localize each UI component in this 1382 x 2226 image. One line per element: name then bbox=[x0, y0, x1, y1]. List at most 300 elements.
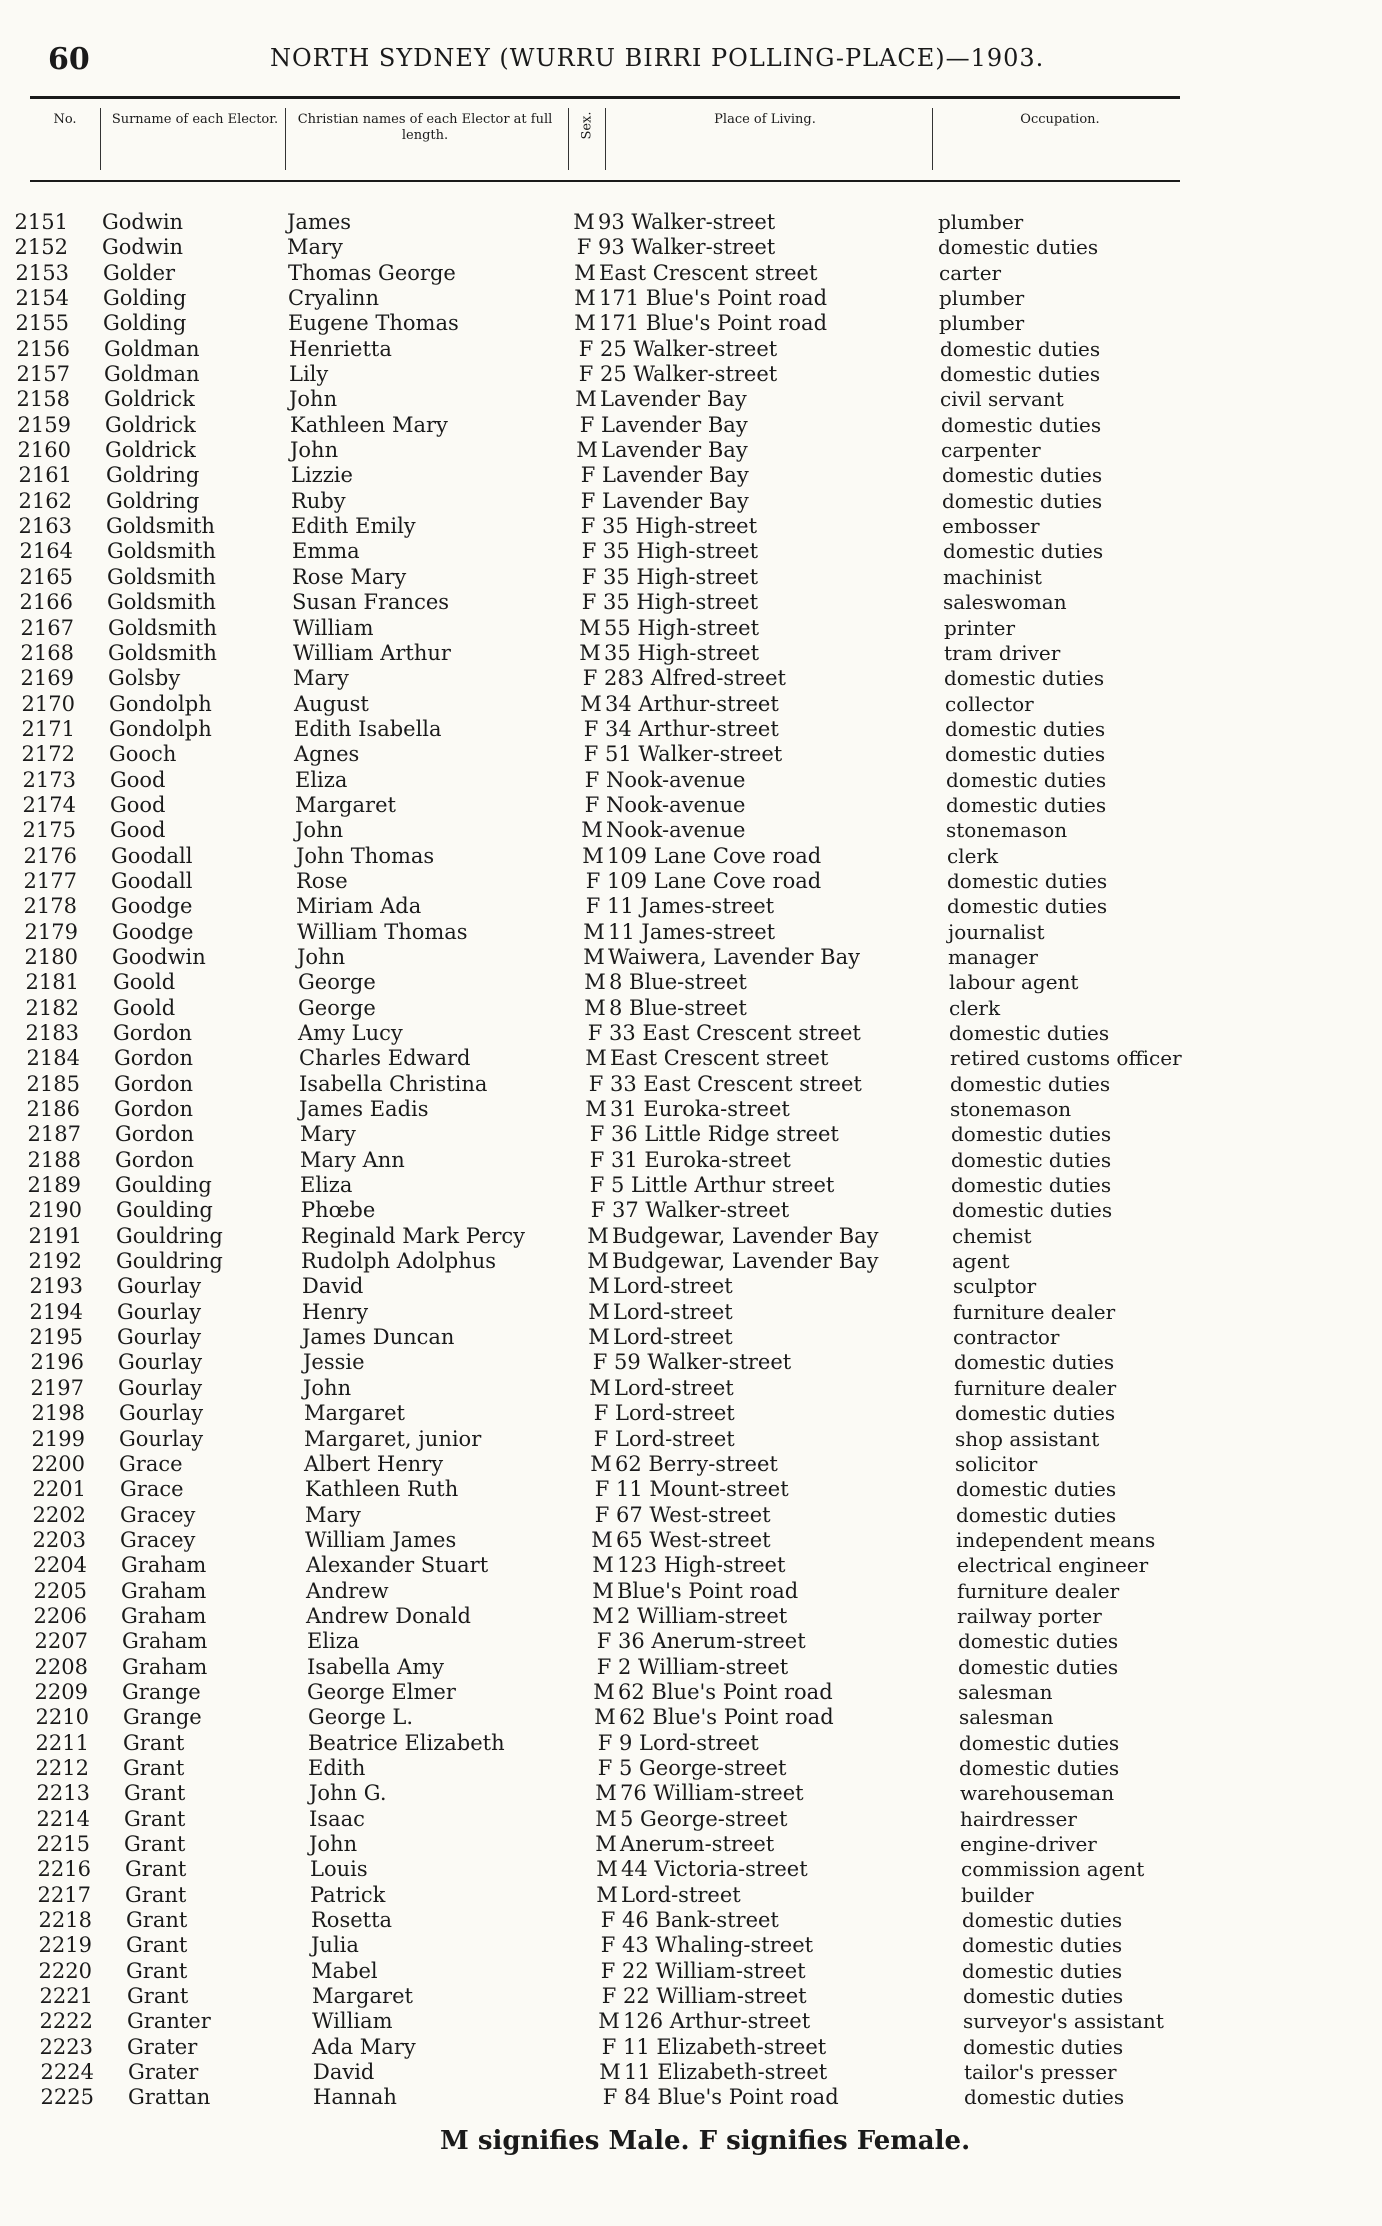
elector-occupation: furniture dealer bbox=[957, 1578, 1120, 1603]
elector-christian-names: Rose bbox=[296, 868, 348, 893]
elector-row bbox=[0, 1731, 1382, 1756]
elector-sex: F bbox=[589, 1173, 605, 1198]
elector-number: 2216 bbox=[37, 1857, 91, 1882]
elector-row bbox=[0, 565, 1382, 590]
elector-surname: Gourlay bbox=[117, 1274, 202, 1299]
elector-occupation: domestic duties bbox=[946, 792, 1107, 817]
elector-christian-names: August bbox=[294, 691, 369, 716]
elector-christian-names: Mary bbox=[300, 1122, 356, 1147]
elector-surname: Goold bbox=[113, 995, 176, 1020]
elector-sex: F bbox=[578, 362, 594, 387]
elector-place-of-living: 11 Elizabeth-street bbox=[624, 2060, 828, 2085]
elector-christian-names: Mabel bbox=[311, 1958, 378, 1983]
elector-place-of-living: 93 Walker-street bbox=[598, 235, 776, 260]
elector-number: 2161 bbox=[18, 463, 72, 488]
elector-christian-names: Margaret, junior bbox=[304, 1426, 482, 1451]
elector-surname: Golding bbox=[103, 286, 187, 311]
elector-christian-names: Thomas George bbox=[288, 260, 456, 285]
elector-occupation: stonemason bbox=[950, 1097, 1072, 1122]
elector-occupation: domestic duties bbox=[958, 1654, 1119, 1679]
elector-occupation: clerk bbox=[949, 995, 1001, 1020]
elector-row bbox=[0, 1046, 1382, 1071]
elector-row bbox=[0, 210, 1382, 235]
elector-occupation: hairdresser bbox=[960, 1806, 1077, 1831]
elector-number: 2186 bbox=[26, 1097, 80, 1122]
elector-occupation: carpenter bbox=[941, 438, 1041, 463]
elector-number: 2160 bbox=[17, 438, 71, 463]
elector-occupation: engine-driver bbox=[960, 1832, 1097, 1856]
elector-christian-names: James bbox=[287, 210, 352, 234]
elector-place-of-living: Lavender Bay bbox=[602, 488, 749, 513]
elector-place-of-living: Nook-avenue bbox=[606, 767, 746, 792]
elector-place-of-living: 109 Lane Cove road bbox=[607, 868, 822, 893]
elector-number: 2176 bbox=[23, 843, 77, 868]
elector-sex: M bbox=[595, 1781, 617, 1806]
elector-place-of-living: Lavender Bay bbox=[601, 438, 748, 463]
elector-number: 2196 bbox=[30, 1350, 84, 1375]
elector-christian-names: Mary Ann bbox=[300, 1147, 405, 1172]
elector-number: 2178 bbox=[23, 894, 77, 919]
elector-occupation: contractor bbox=[953, 1325, 1060, 1350]
elector-christian-names: Eliza bbox=[307, 1629, 360, 1654]
elector-row bbox=[0, 387, 1382, 412]
elector-occupation: domestic duties bbox=[963, 1984, 1124, 2009]
elector-surname: Grant bbox=[126, 1958, 188, 1983]
elector-sex: M bbox=[596, 1882, 618, 1907]
elector-occupation: independent means bbox=[956, 1527, 1156, 1552]
elector-sex: M bbox=[584, 995, 606, 1020]
elector-surname: Gordon bbox=[114, 1071, 194, 1096]
elector-occupation: domestic duties bbox=[949, 1021, 1110, 1045]
elector-surname: Gracey bbox=[120, 1527, 196, 1552]
elector-christian-names: John Thomas bbox=[296, 843, 435, 868]
elector-surname: Gourlay bbox=[118, 1375, 203, 1400]
elector-surname: Gourlay bbox=[118, 1350, 203, 1375]
elector-christian-names: Edith Emily bbox=[291, 514, 416, 539]
elector-christian-names: Amy Lucy bbox=[298, 1021, 403, 1045]
elector-occupation: printer bbox=[944, 615, 1016, 640]
elector-sex: M bbox=[584, 970, 606, 995]
elector-place-of-living: Lord-street bbox=[614, 1375, 734, 1400]
elector-surname: Gordon bbox=[115, 1147, 195, 1172]
elector-row bbox=[0, 1655, 1382, 1680]
elector-place-of-living: 283 Alfred-street bbox=[604, 666, 786, 691]
elector-number: 2179 bbox=[24, 919, 78, 944]
elector-occupation: civil servant bbox=[940, 387, 1064, 412]
elector-row bbox=[0, 1173, 1382, 1198]
elector-place-of-living: Budgewar, Lavender Bay bbox=[612, 1223, 879, 1248]
elector-sex: F bbox=[589, 1122, 605, 1147]
elector-sex: F bbox=[593, 1426, 609, 1451]
elector-sex: F bbox=[592, 1350, 608, 1375]
elector-sex: M bbox=[585, 1046, 607, 1071]
elector-place-of-living: 84 Blue's Point road bbox=[624, 2085, 839, 2110]
elector-number: 2198 bbox=[31, 1401, 85, 1426]
elector-row bbox=[0, 1350, 1382, 1375]
elector-place-of-living: 93 Walker-street bbox=[598, 210, 776, 234]
elector-sex: F bbox=[583, 716, 599, 741]
elector-christian-names: John bbox=[303, 1375, 352, 1400]
elector-sex: M bbox=[588, 1274, 610, 1299]
elector-number: 2151 bbox=[14, 210, 68, 234]
elector-number: 2153 bbox=[15, 260, 69, 285]
elector-number: 2157 bbox=[16, 362, 70, 387]
elector-christian-names: Andrew bbox=[306, 1578, 389, 1603]
elector-row bbox=[0, 1781, 1382, 1806]
elector-christian-names: Beatrice Elizabeth bbox=[308, 1730, 505, 1755]
elector-christian-names: Eliza bbox=[300, 1173, 353, 1198]
elector-place-of-living: 33 East Crescent street bbox=[609, 1021, 861, 1045]
elector-number: 2195 bbox=[29, 1325, 83, 1350]
elector-number: 2222 bbox=[39, 2009, 93, 2034]
elector-row bbox=[0, 869, 1382, 894]
elector-number: 2223 bbox=[39, 2034, 93, 2059]
elector-place-of-living: 59 Walker-street bbox=[614, 1350, 792, 1375]
elector-sex: F bbox=[593, 1401, 609, 1426]
elector-place-of-living: Budgewar, Lavender Bay bbox=[612, 1249, 879, 1274]
elector-christian-names: Isabella Amy bbox=[307, 1654, 445, 1679]
elector-surname: Gordon bbox=[113, 1021, 193, 1045]
elector-row bbox=[0, 768, 1382, 793]
elector-place-of-living: Lord-street bbox=[613, 1325, 733, 1350]
elector-surname: Goold bbox=[113, 970, 176, 995]
elector-row bbox=[0, 1198, 1382, 1223]
elector-place-of-living: 34 Arthur-street bbox=[605, 691, 779, 716]
elector-christian-names: Ruby bbox=[291, 488, 346, 513]
elector-sex: F bbox=[601, 2034, 617, 2059]
elector-occupation: domestic duties bbox=[943, 539, 1104, 564]
elector-surname: Gourlay bbox=[117, 1325, 202, 1350]
elector-place-of-living: 62 Blue's Point road bbox=[619, 1705, 834, 1730]
elector-place-of-living: 34 Arthur-street bbox=[605, 716, 779, 741]
elector-occupation: carter bbox=[939, 260, 1002, 285]
elector-surname: Granter bbox=[127, 2009, 211, 2034]
elector-surname: Goodge bbox=[111, 894, 193, 919]
elector-sex: F bbox=[594, 1502, 610, 1527]
elector-sex: M bbox=[580, 691, 602, 716]
elector-christian-names: George bbox=[298, 970, 376, 995]
elector-sex: F bbox=[587, 1021, 603, 1045]
elector-sex: F bbox=[580, 488, 596, 513]
elector-number: 2220 bbox=[38, 1958, 92, 1983]
elector-occupation: saleswoman bbox=[943, 590, 1067, 615]
elector-place-of-living: 109 Lane Cove road bbox=[607, 843, 822, 868]
elector-christian-names: John G. bbox=[309, 1781, 387, 1806]
elector-surname: Goldring bbox=[106, 488, 200, 513]
elector-row bbox=[0, 2035, 1382, 2060]
elector-sex: F bbox=[581, 590, 597, 615]
elector-number: 2197 bbox=[30, 1375, 84, 1400]
elector-surname: Grange bbox=[123, 1705, 202, 1730]
elector-place-of-living: 5 George-street bbox=[619, 1755, 787, 1780]
elector-surname: Grant bbox=[123, 1755, 185, 1780]
elector-row bbox=[0, 1984, 1382, 2009]
elector-sex: M bbox=[574, 311, 596, 336]
elector-sex: M bbox=[583, 919, 605, 944]
column-divider bbox=[605, 108, 606, 170]
elector-row bbox=[0, 1224, 1382, 1249]
elector-occupation: machinist bbox=[943, 564, 1042, 589]
elector-number: 2154 bbox=[15, 286, 69, 311]
elector-sex: M bbox=[576, 438, 598, 463]
elector-sex: M bbox=[591, 1527, 613, 1552]
elector-occupation: domestic duties bbox=[942, 463, 1103, 488]
elector-sex: M bbox=[587, 1249, 609, 1274]
column-divider bbox=[932, 108, 933, 170]
elector-occupation: sculptor bbox=[953, 1274, 1037, 1299]
elector-number: 2187 bbox=[27, 1122, 81, 1147]
elector-christian-names: George bbox=[298, 995, 376, 1020]
elector-sex: F bbox=[585, 868, 601, 893]
elector-number: 2192 bbox=[28, 1249, 82, 1274]
elector-number: 2158 bbox=[16, 387, 70, 412]
elector-number: 2221 bbox=[39, 1984, 93, 2009]
elector-place-of-living: East Crescent street bbox=[610, 1046, 829, 1071]
elector-occupation: domestic duties bbox=[964, 2085, 1125, 2110]
elector-sex: F bbox=[580, 463, 596, 488]
elector-number: 2194 bbox=[29, 1299, 83, 1324]
elector-surname: Goldrick bbox=[105, 412, 196, 437]
elector-row bbox=[0, 1401, 1382, 1426]
elector-row bbox=[0, 2060, 1382, 2085]
elector-christian-names: Jessie bbox=[303, 1350, 365, 1375]
elector-number: 2182 bbox=[25, 995, 79, 1020]
elector-surname: Gracey bbox=[120, 1502, 196, 1527]
elector-christian-names: John bbox=[309, 1832, 358, 1856]
elector-place-of-living: Lavender Bay bbox=[601, 412, 748, 437]
elector-christian-names: Edith Isabella bbox=[294, 716, 442, 741]
elector-surname: Grattan bbox=[128, 2085, 211, 2110]
elector-place-of-living: 171 Blue's Point road bbox=[599, 286, 828, 311]
elector-christian-names: Reginald Mark Percy bbox=[301, 1223, 526, 1248]
elector-row bbox=[0, 311, 1382, 336]
elector-christian-names: Margaret bbox=[295, 792, 396, 817]
elector-row bbox=[0, 1604, 1382, 1629]
elector-occupation: solicitor bbox=[955, 1451, 1038, 1476]
elector-occupation: shop assistant bbox=[955, 1426, 1100, 1451]
elector-sex: M bbox=[579, 615, 601, 640]
elector-number: 2188 bbox=[27, 1147, 81, 1172]
elector-place-of-living: 22 William-street bbox=[622, 1958, 806, 1983]
elector-occupation: domestic duties bbox=[946, 767, 1107, 792]
elector-place-of-living: 22 William-street bbox=[623, 1984, 807, 2009]
elector-occupation: furniture dealer bbox=[953, 1299, 1116, 1324]
elector-occupation: embosser bbox=[942, 514, 1040, 539]
elector-row bbox=[0, 616, 1382, 641]
elector-christian-names: Susan Frances bbox=[292, 590, 450, 615]
elector-number: 2203 bbox=[32, 1527, 86, 1552]
elector-christian-names: William bbox=[312, 2009, 393, 2034]
elector-surname: Goodall bbox=[111, 868, 193, 893]
elector-christian-names: Charles Edward bbox=[299, 1046, 471, 1071]
elector-place-of-living: Nook-avenue bbox=[606, 818, 746, 843]
elector-number: 2156 bbox=[16, 336, 70, 361]
elector-place-of-living: 25 Walker-street bbox=[600, 362, 778, 387]
elector-sex: F bbox=[594, 1477, 610, 1502]
elector-surname: Gordon bbox=[114, 1046, 194, 1071]
elector-christian-names: Emma bbox=[292, 539, 360, 564]
elector-place-of-living: 11 Elizabeth-street bbox=[623, 2034, 827, 2059]
elector-sex: F bbox=[597, 1755, 613, 1780]
elector-row bbox=[0, 1072, 1382, 1097]
elector-surname: Grater bbox=[128, 2060, 199, 2085]
elector-place-of-living: Lord-street bbox=[613, 1299, 733, 1324]
elector-sex: F bbox=[600, 1908, 616, 1933]
elector-number: 2165 bbox=[19, 564, 73, 589]
elector-sex: M bbox=[593, 1679, 615, 1704]
elector-row bbox=[0, 1249, 1382, 1274]
elector-sex: M bbox=[595, 1832, 617, 1856]
elector-surname: Gondolph bbox=[109, 691, 212, 716]
elector-christian-names: William Arthur bbox=[293, 640, 451, 665]
elector-place-of-living: 51 Walker-street bbox=[605, 742, 783, 767]
elector-number: 2207 bbox=[34, 1629, 88, 1654]
elector-number: 2191 bbox=[28, 1223, 82, 1248]
elector-number: 2162 bbox=[18, 488, 72, 513]
elector-number: 2180 bbox=[24, 944, 78, 969]
elector-place-of-living: Nook-avenue bbox=[606, 792, 746, 817]
elector-row bbox=[0, 1300, 1382, 1325]
elector-christian-names: Henry bbox=[302, 1299, 369, 1324]
elector-place-of-living: 55 High-street bbox=[604, 615, 760, 640]
elector-place-of-living: Lavender Bay bbox=[600, 387, 747, 412]
elector-number: 2208 bbox=[34, 1654, 88, 1679]
elector-row bbox=[0, 1021, 1382, 1046]
elector-row bbox=[0, 844, 1382, 869]
elector-row bbox=[0, 413, 1382, 438]
elector-row bbox=[0, 945, 1382, 970]
elector-place-of-living: 9 Lord-street bbox=[619, 1730, 759, 1755]
elector-row bbox=[0, 1705, 1382, 1730]
elector-place-of-living: 35 High-street bbox=[604, 640, 760, 665]
elector-row bbox=[0, 514, 1382, 539]
elector-sex: M bbox=[599, 2060, 621, 2085]
elector-surname: Grant bbox=[124, 1806, 186, 1831]
elector-row bbox=[0, 1857, 1382, 1882]
elector-number: 2167 bbox=[20, 615, 74, 640]
elector-occupation: plumber bbox=[939, 286, 1025, 311]
elector-occupation: stonemason bbox=[946, 818, 1068, 843]
elector-row bbox=[0, 970, 1382, 995]
column-header-place: Place of Living. bbox=[714, 112, 816, 127]
sex-legend-footer: M signifies Male. F signifies Female. bbox=[440, 2126, 971, 2156]
elector-surname: Goulding bbox=[115, 1173, 212, 1198]
elector-christian-names: Mary bbox=[293, 666, 349, 691]
elector-christian-names: Hannah bbox=[313, 2085, 397, 2110]
elector-surname: Goldring bbox=[106, 463, 200, 488]
elector-christian-names: Margaret bbox=[312, 1984, 413, 2009]
elector-number: 2215 bbox=[36, 1832, 90, 1856]
elector-christian-names: Isaac bbox=[309, 1806, 365, 1831]
elector-number: 2212 bbox=[35, 1755, 89, 1780]
elector-row bbox=[0, 1376, 1382, 1401]
elector-surname: Goldsmith bbox=[107, 539, 216, 564]
elector-number: 2224 bbox=[40, 2060, 94, 2085]
elector-place-of-living: Lord-street bbox=[615, 1426, 735, 1451]
elector-surname: Golder bbox=[103, 260, 176, 285]
elector-occupation: domestic duties bbox=[959, 1730, 1120, 1755]
elector-christian-names: Lizzie bbox=[291, 463, 353, 488]
elector-place-of-living: Lord-street bbox=[613, 1274, 733, 1299]
elector-place-of-living: 5 Little Arthur street bbox=[611, 1173, 835, 1198]
elector-christian-names: Margaret bbox=[304, 1401, 405, 1426]
elector-sex: M bbox=[587, 1223, 609, 1248]
elector-occupation: chemist bbox=[952, 1223, 1032, 1248]
elector-number: 2177 bbox=[23, 868, 77, 893]
elector-place-of-living: 35 High-street bbox=[602, 514, 758, 539]
elector-sex: M bbox=[592, 1603, 614, 1628]
elector-place-of-living: 46 Bank-street bbox=[622, 1908, 779, 1933]
elector-row bbox=[0, 793, 1382, 818]
elector-christian-names: Rudolph Adolphus bbox=[301, 1249, 497, 1274]
elector-sex: M bbox=[596, 1857, 618, 1882]
elector-number: 2205 bbox=[33, 1578, 87, 1603]
elector-surname: Grant bbox=[124, 1832, 186, 1856]
elector-surname: Gourlay bbox=[117, 1299, 202, 1324]
elector-surname: Grant bbox=[126, 1908, 188, 1933]
elector-occupation: plumber bbox=[939, 311, 1025, 336]
elector-number: 2185 bbox=[26, 1071, 80, 1096]
elector-christian-names: Phœbe bbox=[301, 1198, 376, 1223]
elector-christian-names: Kathleen Mary bbox=[290, 412, 448, 437]
elector-occupation: tram driver bbox=[944, 640, 1061, 665]
elector-row bbox=[0, 742, 1382, 767]
column-header-no: No. bbox=[53, 112, 77, 127]
elector-number: 2190 bbox=[28, 1198, 82, 1223]
elector-occupation: domestic duties bbox=[940, 362, 1101, 387]
elector-place-of-living: Blue's Point road bbox=[617, 1578, 799, 1603]
elector-place-of-living: 25 Walker-street bbox=[600, 336, 778, 361]
elector-christian-names: Henrietta bbox=[289, 336, 392, 361]
column-header-surname: Surname of each Elector. bbox=[111, 112, 279, 127]
elector-row bbox=[0, 337, 1382, 362]
elector-surname: Goldrick bbox=[104, 387, 195, 412]
elector-occupation: labour agent bbox=[949, 970, 1079, 995]
elector-row bbox=[0, 1756, 1382, 1781]
elector-row bbox=[0, 1274, 1382, 1299]
elector-sex: M bbox=[592, 1553, 614, 1578]
elector-surname: Grace bbox=[120, 1477, 184, 1502]
elector-row bbox=[0, 641, 1382, 666]
elector-christian-names: Isabella Christina bbox=[299, 1071, 488, 1096]
column-divider bbox=[285, 108, 286, 170]
elector-row bbox=[0, 590, 1382, 615]
elector-number: 2169 bbox=[20, 666, 74, 691]
elector-place-of-living: 62 Blue's Point road bbox=[618, 1679, 833, 1704]
elector-number: 2193 bbox=[29, 1274, 83, 1299]
elector-surname: Grant bbox=[126, 1933, 188, 1958]
elector-christian-names: William James bbox=[305, 1527, 457, 1552]
elector-place-of-living: 36 Little Ridge street bbox=[611, 1122, 839, 1147]
elector-sex: M bbox=[585, 1097, 607, 1122]
elector-occupation: electrical engineer bbox=[957, 1553, 1149, 1578]
elector-row bbox=[0, 2085, 1382, 2110]
elector-place-of-living: 2 William-street bbox=[617, 1603, 788, 1628]
elector-occupation: surveyor's assistant bbox=[963, 2009, 1164, 2034]
elector-occupation: domestic duties bbox=[956, 1502, 1117, 1527]
elector-sex: F bbox=[601, 1984, 617, 2009]
elector-occupation: domestic duties bbox=[958, 1629, 1119, 1654]
elector-sex: F bbox=[583, 742, 599, 767]
elector-row bbox=[0, 1933, 1382, 1958]
elector-row bbox=[0, 818, 1382, 843]
elector-sex: M bbox=[592, 1578, 614, 1603]
elector-surname: Good bbox=[110, 767, 166, 792]
elector-christian-names: George Elmer bbox=[307, 1679, 456, 1704]
elector-surname: Good bbox=[110, 818, 166, 843]
elector-row bbox=[0, 1097, 1382, 1122]
elector-christian-names: James Duncan bbox=[302, 1325, 455, 1350]
